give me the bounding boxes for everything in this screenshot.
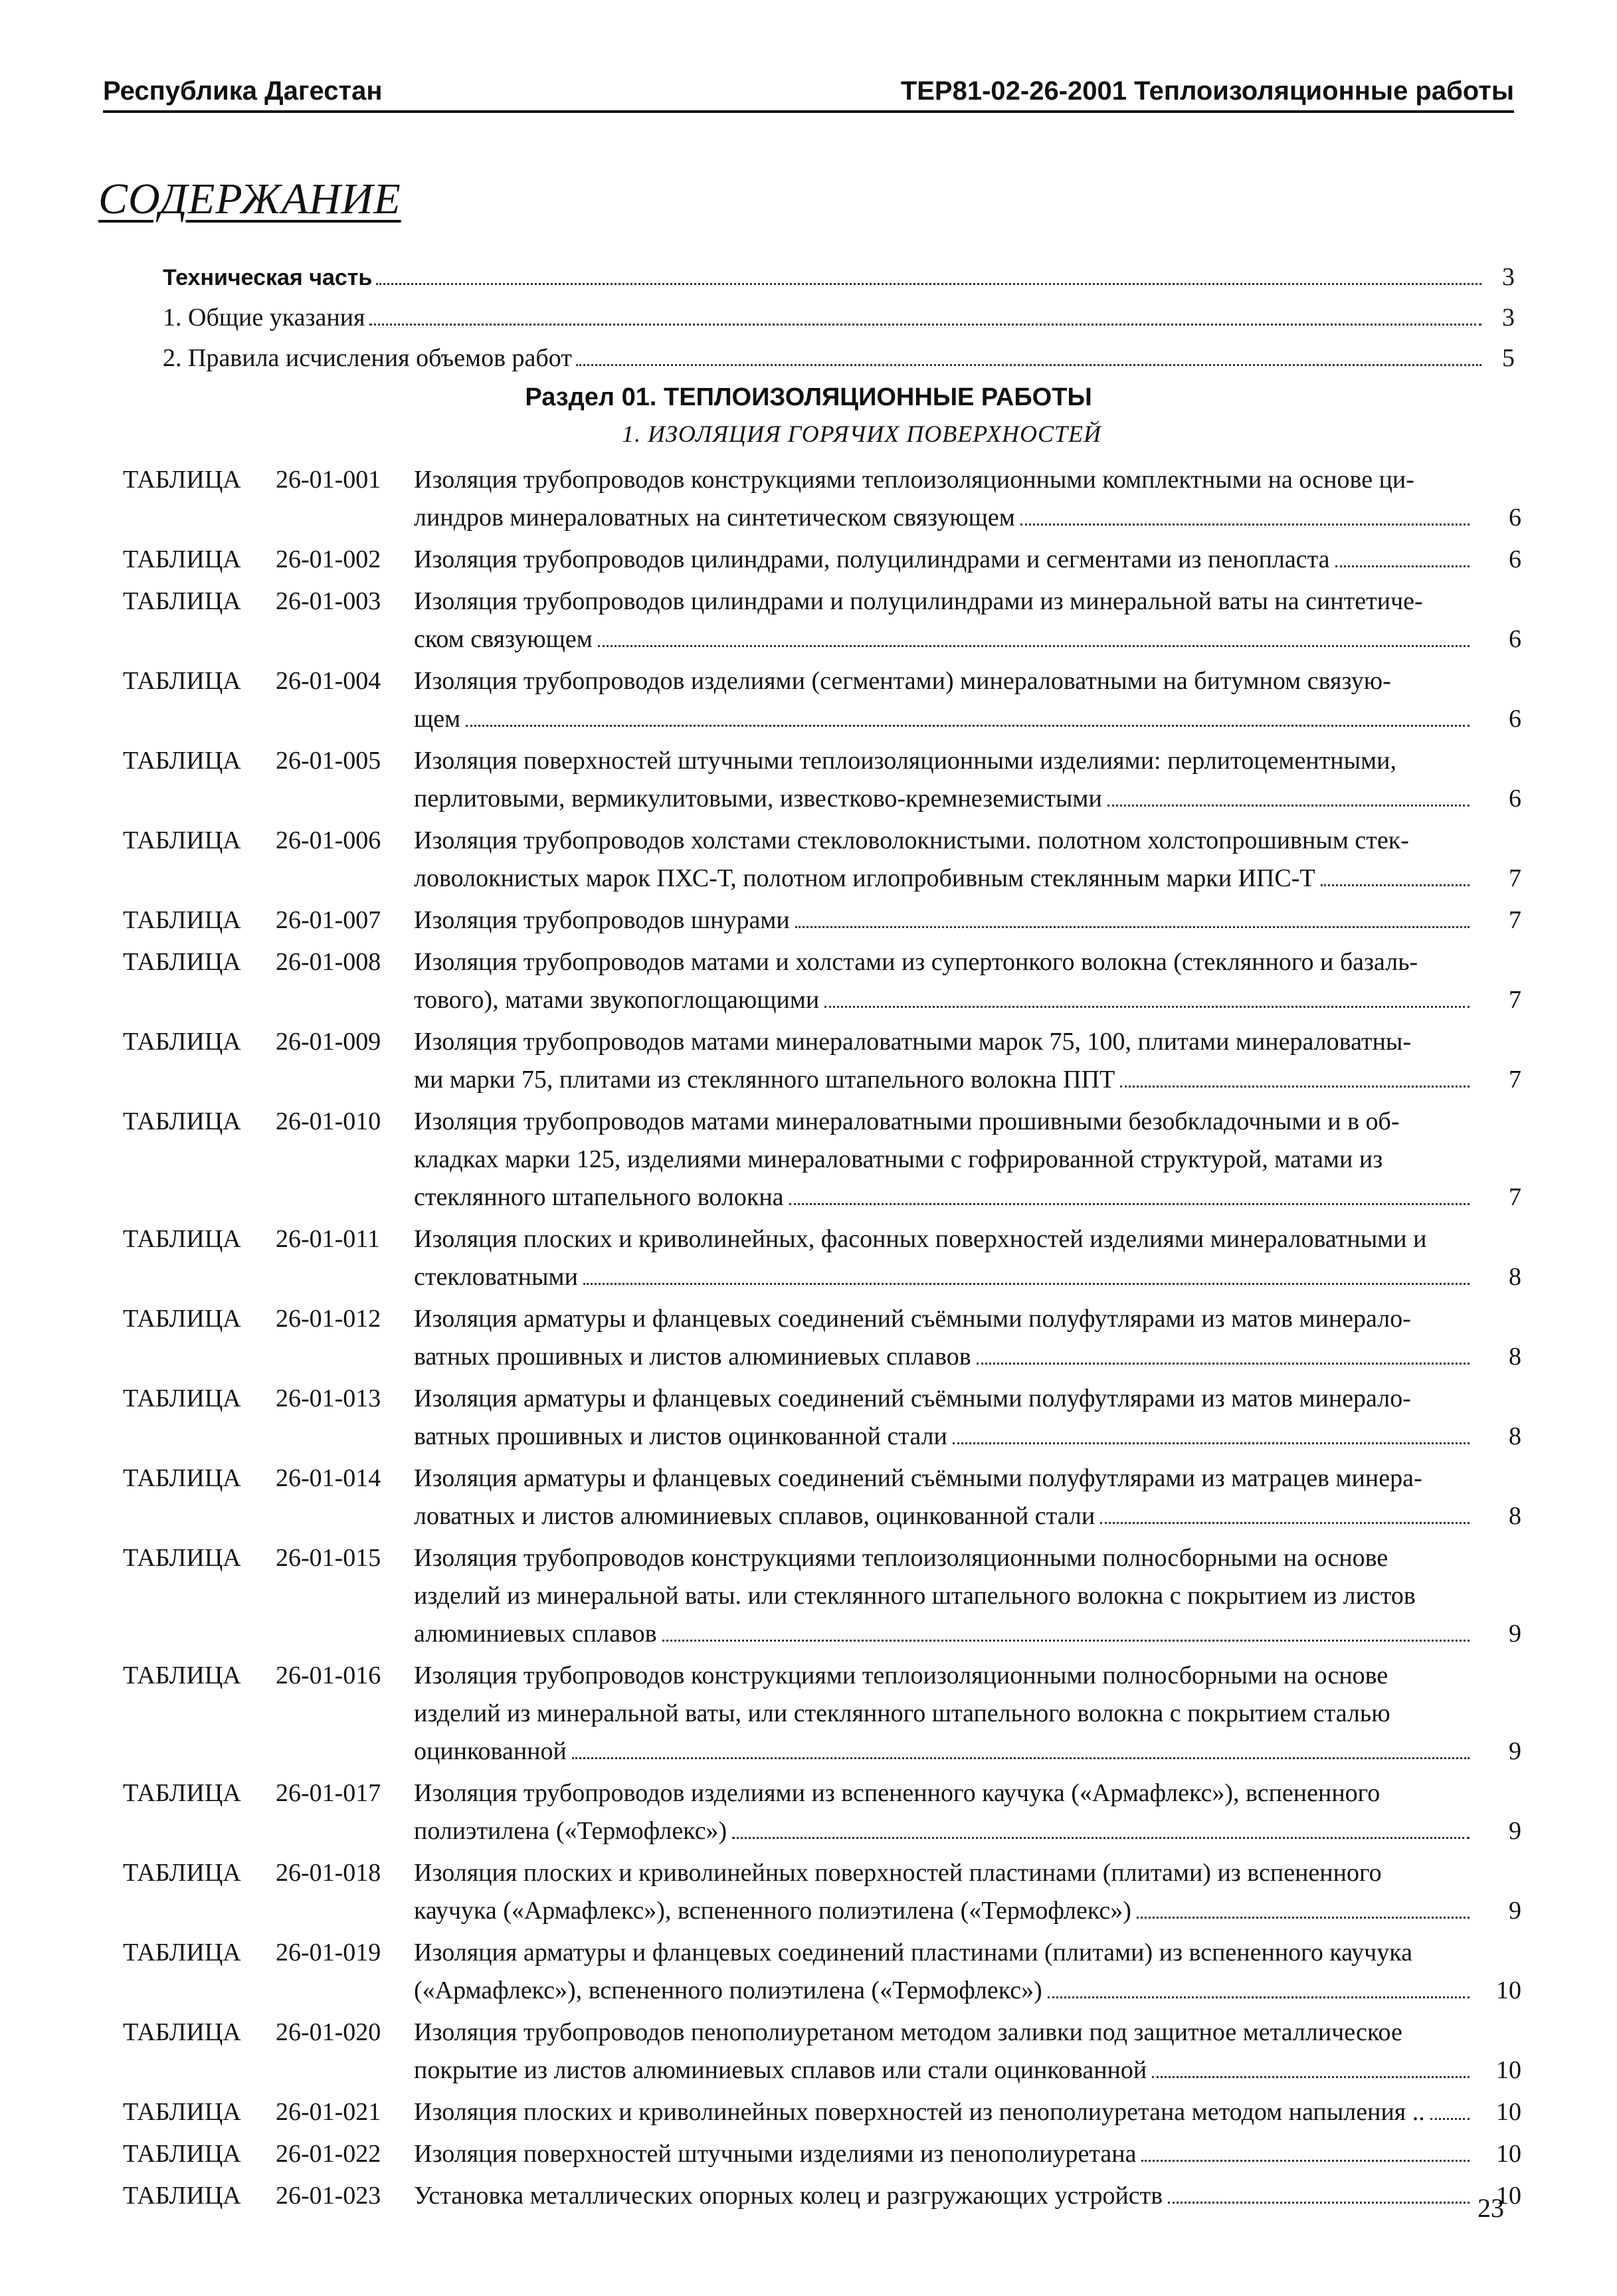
entry-description bbox=[414, 1460, 1521, 1535]
entry-description-line: каучука («Армафлекс»), вспененного полиэтилена («Термофлекс») bbox=[414, 1897, 1131, 1925]
entry-prefix: ТАБЛИЦА bbox=[123, 1028, 241, 1056]
entry-code: 26-01-018 bbox=[276, 1859, 381, 1887]
entry-page: 10 bbox=[1496, 2098, 1521, 2126]
entry-description-line: оцинкованной bbox=[414, 1737, 567, 1765]
entry-page: 10 bbox=[1496, 2182, 1521, 2210]
toc-intro-label: 1. Общие указания bbox=[163, 304, 365, 332]
dot-leader bbox=[1020, 524, 1470, 526]
entry-description-line: алюминиевых сплавов bbox=[414, 1620, 657, 1648]
dot-leader bbox=[1107, 805, 1470, 807]
toc-entry-26-01-023[interactable] bbox=[123, 2177, 1521, 2215]
toc-entry-26-01-021[interactable] bbox=[123, 2093, 1521, 2131]
entry-page: 10 bbox=[1496, 1976, 1521, 2004]
entry-prefix: ТАБЛИЦА bbox=[123, 1859, 241, 1887]
toc-entry-26-01-019[interactable] bbox=[123, 1934, 1521, 2010]
toc-entry-26-01-009[interactable] bbox=[123, 1023, 1521, 1099]
entry-prefix: ТАБЛИЦА bbox=[123, 2018, 241, 2046]
running-header bbox=[103, 72, 1514, 112]
entry-description-line: стекловатными bbox=[414, 1263, 578, 1291]
toc-entry-26-01-010[interactable] bbox=[123, 1103, 1521, 1216]
entry-code: 26-01-001 bbox=[276, 466, 381, 494]
entry-page: 6 bbox=[1509, 705, 1521, 733]
dot-leader bbox=[1152, 2076, 1470, 2078]
dot-leader bbox=[795, 926, 1470, 928]
dot-leader bbox=[1137, 1917, 1470, 1919]
entry-page: 9 bbox=[1509, 1817, 1521, 1845]
entry-description-line: ватных прошивных и листов оцинкованной стали bbox=[414, 1422, 947, 1450]
entry-description bbox=[414, 1539, 1521, 1653]
entry-description bbox=[414, 742, 1521, 818]
dot-leader bbox=[369, 324, 1481, 326]
entry-prefix: ТАБЛИЦА bbox=[123, 906, 241, 934]
entry-page: 10 bbox=[1496, 2056, 1521, 2084]
entry-description-line: ском связующем bbox=[414, 625, 593, 653]
entry-prefix: ТАБЛИЦА bbox=[123, 1385, 241, 1412]
toc-entry-26-01-004[interactable] bbox=[123, 662, 1521, 738]
dot-leader bbox=[576, 364, 1481, 366]
entry-description bbox=[414, 2135, 1521, 2173]
dot-leader bbox=[1141, 2160, 1470, 2162]
entry-prefix: ТАБЛИЦА bbox=[123, 747, 241, 775]
entry-description-line: полиэтилена («Термофлекс») bbox=[414, 1817, 727, 1845]
entry-page: 8 bbox=[1509, 1422, 1521, 1450]
entry-description bbox=[414, 461, 1521, 537]
toc-entry-26-01-017[interactable] bbox=[123, 1774, 1521, 1850]
entry-description bbox=[414, 1300, 1521, 1376]
entry-page: 10 bbox=[1496, 2140, 1521, 2168]
dot-leader bbox=[1430, 2118, 1470, 2120]
entry-description-line: Изоляция арматуры и фланцевых соединений съёмными полуфутлярами из матрацев минера- bbox=[414, 1464, 1422, 1492]
toc-entry-26-01-003[interactable] bbox=[123, 583, 1521, 658]
entry-description bbox=[414, 902, 1521, 939]
entry-description bbox=[414, 1854, 1521, 1930]
entry-description-line: Изоляция трубопроводов холстами стекловолокнистыми. полотном холстопрошивным стек- bbox=[414, 826, 1409, 854]
entry-description bbox=[414, 1023, 1521, 1099]
entry-prefix: ТАБЛИЦА bbox=[123, 545, 241, 573]
entry-page: 9 bbox=[1509, 1897, 1521, 1925]
entry-prefix: ТАБЛИЦА bbox=[123, 1779, 241, 1807]
entry-prefix: ТАБЛИЦА bbox=[123, 1225, 241, 1253]
entry-page: 7 bbox=[1509, 1183, 1521, 1211]
entry-description-line: изделий из минеральной ваты, или стеклянного штапельного волокна с покрытием сталью bbox=[414, 1699, 1390, 1727]
entry-description-line: Изоляция трубопроводов изделиями (сегментами) минераловатными на битумном связую- bbox=[414, 667, 1391, 695]
toc-intro-label: 2. Правила исчисления объемов работ bbox=[163, 344, 572, 372]
toc-entry-26-01-012[interactable] bbox=[123, 1300, 1521, 1376]
toc-intro-page: 3 bbox=[1502, 304, 1515, 332]
entry-description bbox=[414, 2093, 1521, 2131]
entry-description-line: Изоляция арматуры и фланцевых соединений съёмными полуфутлярами из матов минерало- bbox=[414, 1385, 1411, 1412]
entry-description-line: Изоляция трубопроводов конструкциями теплоизоляционными полносборными на основе bbox=[414, 1544, 1388, 1572]
entry-description-line: Установка металлических опорных колец и разгружающих устройств bbox=[414, 2182, 1163, 2210]
toc-intro-page: 3 bbox=[1502, 263, 1515, 291]
dot-leader bbox=[583, 1283, 1470, 1285]
entry-page: 8 bbox=[1509, 1502, 1521, 1530]
entry-description-line: Изоляция трубопроводов пенополиуретаном методом заливки под защитное металлическое bbox=[414, 2018, 1402, 2046]
entry-description bbox=[414, 1774, 1521, 1850]
entry-page: 6 bbox=[1509, 545, 1521, 573]
entry-page: 7 bbox=[1509, 1066, 1521, 1094]
toc-entry-26-01-016[interactable] bbox=[123, 1657, 1521, 1770]
dot-leader bbox=[572, 1757, 1470, 1759]
entry-description-line: Изоляция трубопроводов матами минераловатными марок 75, 100, плитами минераловатны- bbox=[414, 1028, 1412, 1056]
entry-code: 26-01-008 bbox=[276, 948, 381, 976]
entry-description-line: линдров минераловатных на синтетическом связующем bbox=[414, 504, 1015, 531]
entry-code: 26-01-004 bbox=[276, 667, 381, 695]
toc-entry-26-01-005[interactable] bbox=[123, 742, 1521, 818]
toc-entry-26-01-002[interactable] bbox=[123, 541, 1521, 579]
entry-code: 26-01-021 bbox=[276, 2098, 381, 2126]
entry-page: 6 bbox=[1509, 504, 1521, 531]
toc-entry-26-01-007[interactable] bbox=[123, 902, 1521, 939]
entry-description-line: покрытие из листов алюминиевых сплавов или стали оцинкованной bbox=[414, 2056, 1147, 2084]
entry-prefix: ТАБЛИЦА bbox=[123, 948, 241, 976]
dot-leader bbox=[977, 1363, 1470, 1365]
entry-page: 6 bbox=[1509, 625, 1521, 653]
entry-description bbox=[414, 2177, 1521, 2215]
entry-code: 26-01-016 bbox=[276, 1662, 381, 1689]
entry-description-line: Изоляция трубопроводов матами и холстами из супертонкого волокна (стеклянного и базаль- bbox=[414, 948, 1418, 976]
entry-description-line: Изоляция трубопроводов шнурами bbox=[414, 906, 790, 934]
entry-description-line: Изоляция плоских и криволинейных поверхностей пластинами (плитами) из вспененного bbox=[414, 1859, 1382, 1887]
toc-entry-26-01-015[interactable] bbox=[123, 1539, 1521, 1653]
entry-description-line: изделий из минеральной ваты. или стеклянного штапельного волокна с покрытием из листов bbox=[414, 1582, 1416, 1610]
toc-entry-26-01-020[interactable] bbox=[123, 2014, 1521, 2089]
entry-code: 26-01-005 bbox=[276, 747, 381, 775]
dot-leader bbox=[732, 1837, 1470, 1839]
entry-page: 8 bbox=[1509, 1343, 1521, 1371]
entry-prefix: ТАБЛИЦА bbox=[123, 1939, 241, 1966]
entry-page: 8 bbox=[1509, 1263, 1521, 1291]
page-title: СОДЕРЖАНИЕ bbox=[98, 175, 401, 223]
entry-description bbox=[414, 1380, 1521, 1456]
entry-page: 7 bbox=[1509, 986, 1521, 1014]
entry-description bbox=[414, 1934, 1521, 2010]
dot-leader bbox=[598, 645, 1470, 647]
entry-prefix: ТАБЛИЦА bbox=[123, 1305, 241, 1333]
dot-leader bbox=[1335, 565, 1470, 567]
entry-description-line: щем bbox=[414, 705, 461, 733]
dot-leader bbox=[376, 283, 1481, 285]
dot-leader bbox=[953, 1442, 1470, 1444]
entry-page: 6 bbox=[1509, 785, 1521, 813]
subsection-heading: 1. ИЗОЛЯЦИЯ ГОРЯЧИХ ПОВЕРХНОСТЕЙ bbox=[622, 421, 1101, 447]
entry-prefix: ТАБЛИЦА bbox=[123, 587, 241, 615]
entry-code: 26-01-009 bbox=[276, 1028, 381, 1056]
toc-entry-26-01-018[interactable] bbox=[123, 1854, 1521, 1930]
entry-description bbox=[414, 822, 1521, 898]
entry-code: 26-01-007 bbox=[276, 906, 381, 934]
entry-description-line: ловолокнистых марок ПХС-Т, полотном иглопробивным стеклянным марки ИПС-Т bbox=[414, 864, 1315, 892]
section-heading: Раздел 01. ТЕПЛОИЗОЛЯЦИОННЫЕ РАБОТЫ bbox=[525, 383, 1092, 411]
entry-code: 26-01-014 bbox=[276, 1464, 381, 1492]
entry-prefix: ТАБЛИЦА bbox=[123, 1662, 241, 1689]
dot-leader bbox=[1120, 1086, 1470, 1088]
header-document-code: ТЕР81-02-26-2001 Теплоизоляционные работы bbox=[900, 76, 1514, 106]
header-rule bbox=[103, 110, 1514, 113]
entry-description-line: Изоляция поверхностей штучными теплоизоляционными изделиями: перлитоцементными, bbox=[414, 747, 1397, 775]
entry-description-line: кладках марки 125, изделиями минераловатными с гофрированной структурой, матами из bbox=[414, 1145, 1383, 1173]
toc-entries bbox=[123, 461, 1521, 2215]
toc-entry-26-01-001[interactable] bbox=[123, 461, 1521, 537]
toc-intro-rules[interactable] bbox=[163, 343, 1515, 373]
entry-code: 26-01-010 bbox=[276, 1107, 381, 1135]
entry-description-line: Изоляция плоских и криволинейных, фасонных поверхностей изделиями минераловатными и bbox=[414, 1225, 1427, 1253]
entry-description bbox=[414, 1657, 1521, 1770]
entry-description-line: перлитовыми, вермикулитовыми, известково-кремнеземистыми bbox=[414, 785, 1102, 813]
entry-description bbox=[414, 662, 1521, 738]
dot-leader bbox=[1048, 1996, 1470, 1998]
entry-prefix: ТАБЛИЦА bbox=[123, 2140, 241, 2168]
dot-leader bbox=[824, 1006, 1470, 1008]
entry-code: 26-01-017 bbox=[276, 1779, 381, 1807]
entry-description-line: ловатных и листов алюминиевых сплавов, оцинкованной стали bbox=[414, 1502, 1095, 1530]
entry-code: 26-01-012 bbox=[276, 1305, 381, 1333]
entry-description-line: Изоляция трубопроводов цилиндрами, полуцилиндрами и сегментами из пенопласта bbox=[414, 545, 1330, 573]
entry-description-line: Изоляция арматуры и фланцевых соединений пластинами (плитами) из вспененного каучука bbox=[414, 1939, 1413, 1966]
entry-code: 26-01-011 bbox=[276, 1225, 380, 1253]
entry-page: 9 bbox=[1509, 1620, 1521, 1648]
entry-code: 26-01-013 bbox=[276, 1385, 381, 1412]
entry-description-line: Изоляция трубопроводов изделиями из вспененного каучука («Армафлекс»), вспененного bbox=[414, 1779, 1380, 1807]
entry-prefix: ТАБЛИЦА bbox=[123, 1464, 241, 1492]
entry-prefix: ТАБЛИЦА bbox=[123, 2182, 241, 2210]
entry-page: 9 bbox=[1509, 1737, 1521, 1765]
toc-entry-26-01-006[interactable] bbox=[123, 822, 1521, 898]
entry-code: 26-01-006 bbox=[276, 826, 381, 854]
entry-page: 7 bbox=[1509, 864, 1521, 892]
entry-description-line: («Армафлекс»), вспененного полиэтилена («Термофлекс») bbox=[414, 1976, 1042, 2004]
entry-description-line: Изоляция трубопроводов цилиндрами и полуцилиндрами из минеральной ваты на синтетиче- bbox=[414, 587, 1423, 615]
entry-description-line: Изоляция поверхностей штучными изделиями из пенополиуретана bbox=[414, 2140, 1137, 2168]
entry-description-line: Изоляция плоских и криволинейных поверхностей из пенополиуретана методом напыления .. bbox=[414, 2098, 1425, 2126]
dot-leader bbox=[466, 725, 1470, 727]
header-region: Республика Дагестан bbox=[103, 76, 383, 106]
entry-description-line: Изоляция трубопроводов конструкциями теплоизоляционными полносборными на основе bbox=[414, 1662, 1388, 1689]
entry-prefix: ТАБЛИЦА bbox=[123, 667, 241, 695]
entry-description bbox=[414, 1103, 1521, 1216]
entry-code: 26-01-002 bbox=[276, 545, 381, 573]
toc-entry-26-01-013[interactable] bbox=[123, 1380, 1521, 1456]
entry-description-line: ми марки 75, плитами из стеклянного штапельного волокна ППТ bbox=[414, 1066, 1115, 1094]
entry-prefix: ТАБЛИЦА bbox=[123, 826, 241, 854]
toc-entry-26-01-008[interactable] bbox=[123, 943, 1521, 1019]
toc-intro-label: Техническая часть bbox=[163, 265, 373, 290]
entry-prefix: ТАБЛИЦА bbox=[123, 1107, 241, 1135]
entry-description bbox=[414, 2014, 1521, 2089]
entry-description-line: тового), матами звукопоглощающими bbox=[414, 986, 820, 1014]
toc-intro-general[interactable] bbox=[163, 302, 1515, 333]
entry-code: 26-01-022 bbox=[276, 2140, 381, 2168]
toc-entry-26-01-014[interactable] bbox=[123, 1460, 1521, 1535]
page-number: 23 bbox=[1477, 2193, 1504, 2223]
entry-prefix: ТАБЛИЦА bbox=[123, 466, 241, 494]
entry-code: 26-01-015 bbox=[276, 1544, 381, 1572]
dot-leader bbox=[1168, 2202, 1470, 2204]
entry-description bbox=[414, 583, 1521, 658]
entry-description-line: ватных прошивных и листов алюминиевых сплавов bbox=[414, 1343, 971, 1371]
dot-leader bbox=[1100, 1522, 1470, 1524]
toc-intro-technical-part[interactable] bbox=[163, 262, 1515, 293]
entry-code: 26-01-003 bbox=[276, 587, 381, 615]
entry-description bbox=[414, 943, 1521, 1019]
toc-entry-26-01-022[interactable] bbox=[123, 2135, 1521, 2173]
dot-leader bbox=[1321, 884, 1470, 886]
entry-description-line: стеклянного штапельного волокна bbox=[414, 1183, 784, 1211]
entry-page: 7 bbox=[1509, 906, 1521, 934]
entry-description bbox=[414, 541, 1521, 579]
entry-description-line: Изоляция трубопроводов конструкциями теплоизоляционными комплектными на основе ци- bbox=[414, 466, 1414, 494]
entry-description-line: Изоляция арматуры и фланцевых соединений съёмными полуфутлярами из матов минерало- bbox=[414, 1305, 1411, 1333]
entry-description-line: Изоляция трубопроводов матами минераловатными прошивными безобкладочными и в об- bbox=[414, 1107, 1400, 1135]
toc-entry-26-01-011[interactable] bbox=[123, 1220, 1521, 1296]
entry-description bbox=[414, 1220, 1521, 1296]
entry-code: 26-01-019 bbox=[276, 1939, 381, 1966]
toc-intro-page: 5 bbox=[1502, 344, 1515, 372]
dot-leader bbox=[662, 1640, 1470, 1642]
entry-prefix: ТАБЛИЦА bbox=[123, 2098, 241, 2126]
entry-prefix: ТАБЛИЦА bbox=[123, 1544, 241, 1572]
entry-code: 26-01-020 bbox=[276, 2018, 381, 2046]
entry-code: 26-01-023 bbox=[276, 2182, 381, 2210]
dot-leader bbox=[789, 1203, 1470, 1205]
